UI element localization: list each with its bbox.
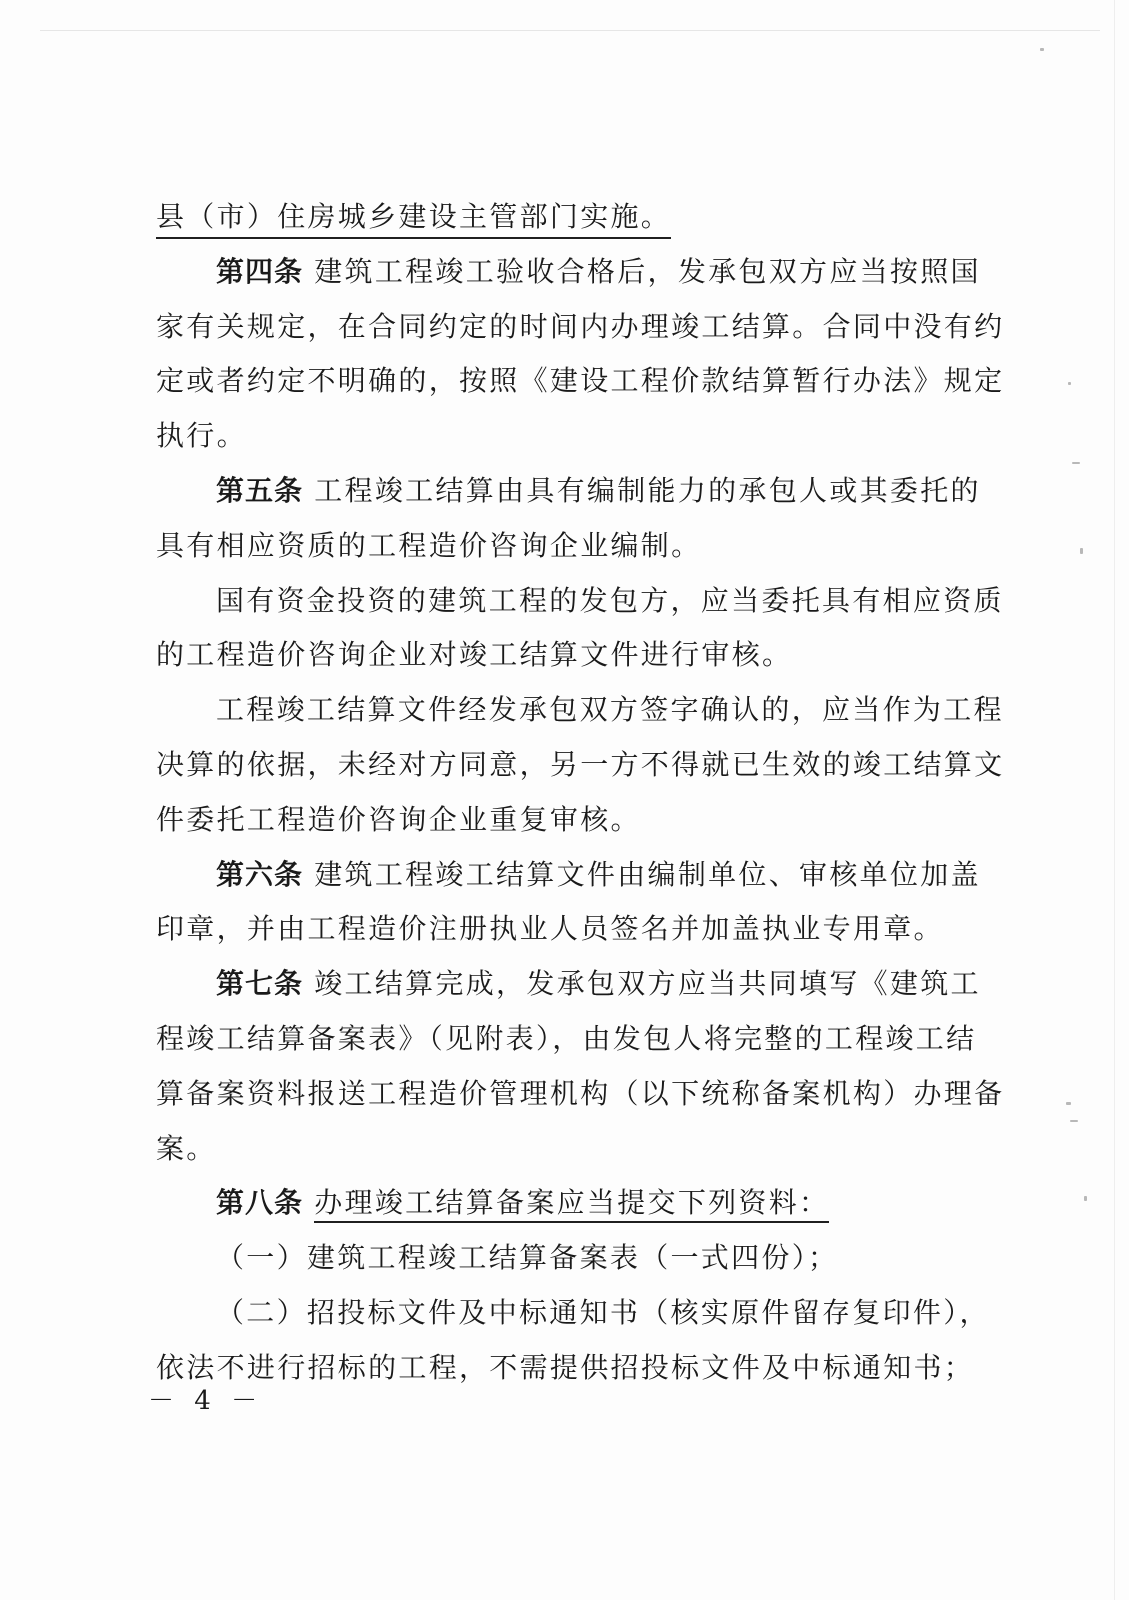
article-4-label: 第四条 xyxy=(216,254,304,288)
article-7-heading-line xyxy=(156,957,986,1012)
scan-edge-top xyxy=(40,30,1100,31)
text-line: 执行。 xyxy=(156,419,247,453)
article-5-heading-line xyxy=(156,464,986,519)
text-line xyxy=(156,190,986,245)
article-6-heading-line xyxy=(156,848,986,903)
article-8-label: 第八条 xyxy=(216,1186,304,1220)
scan-speck xyxy=(1072,462,1080,464)
article-7-label: 第七条 xyxy=(216,967,304,1001)
text-line: 的工程造价咨询企业对竣工结算文件进行审核。 xyxy=(156,638,793,672)
scan-speck xyxy=(1068,382,1071,385)
scan-speck xyxy=(1080,548,1083,554)
article-8-heading-line xyxy=(156,1176,986,1231)
scan-edge-right xyxy=(1114,0,1115,1600)
text-span: 建筑工程竣工验收合格后，发承包双方应当按照国 xyxy=(314,254,981,288)
article-6-label: 第六条 xyxy=(216,857,304,891)
text-line: 依法不进行招标的工程，不需提供招投标文件及中标通知书； xyxy=(156,1350,975,1384)
underlined-text: 办理竣工结算备案应当提交下列资料： xyxy=(314,1186,829,1223)
text-line: 家有关规定，在合同约定的时间内办理竣工结算。合同中没有约 xyxy=(156,309,1005,343)
document-body xyxy=(156,190,1005,1396)
text-span: 工程竣工结算由具有编制能力的承包人或其委托的 xyxy=(314,473,981,507)
article-4-heading-line xyxy=(156,245,986,300)
scan-speck xyxy=(1066,1102,1071,1105)
text-line: 工程竣工结算文件经发承包双方签字确认的，应当作为工程 xyxy=(216,693,1004,727)
text-line: 印章，并由工程造价注册执业人员签名并加盖执业专用章。 xyxy=(156,912,944,946)
text-span: 竣工结算完成，发承包双方应当共同填写《建筑工 xyxy=(314,967,981,1001)
list-item: （二）招投标文件及中标通知书（核实原件留存复印件）， xyxy=(216,1295,990,1329)
text-line: 程竣工结算备案表》（见附表），由发包人将完整的工程竣工结 xyxy=(156,1021,977,1055)
text-line: 算备案资料报送工程造价管理机构（以下统称备案机构）办理备 xyxy=(156,1076,1005,1110)
scan-speck xyxy=(1040,48,1044,51)
underlined-text: 县（市）住房城乡建设主管部门实施。 xyxy=(156,200,671,239)
text-line: 件委托工程造价咨询企业重复审核。 xyxy=(156,802,641,836)
list-item: （一）建筑工程竣工结算备案表（一式四份）； xyxy=(216,1241,839,1275)
text-line: 案。 xyxy=(156,1131,217,1165)
text-line: 定或者约定不明确的，按照《建设工程价款结算暂行办法》规定 xyxy=(156,364,1005,398)
text-line: 具有相应资质的工程造价咨询企业编制。 xyxy=(156,528,702,562)
text-line: 国有资金投资的建筑工程的发包方，应当委托具有相应资质 xyxy=(216,583,1004,617)
text-span: 建筑工程竣工结算文件由编制单位、审核单位加盖 xyxy=(314,857,981,891)
page-number: － 4 － xyxy=(148,1386,264,1416)
article-5-label: 第五条 xyxy=(216,473,304,507)
text-line: 决算的依据，未经对方同意，另一方不得就已生效的竣工结算文 xyxy=(156,747,1005,781)
scan-speck xyxy=(1084,1196,1087,1201)
scan-speck xyxy=(1070,1120,1078,1122)
